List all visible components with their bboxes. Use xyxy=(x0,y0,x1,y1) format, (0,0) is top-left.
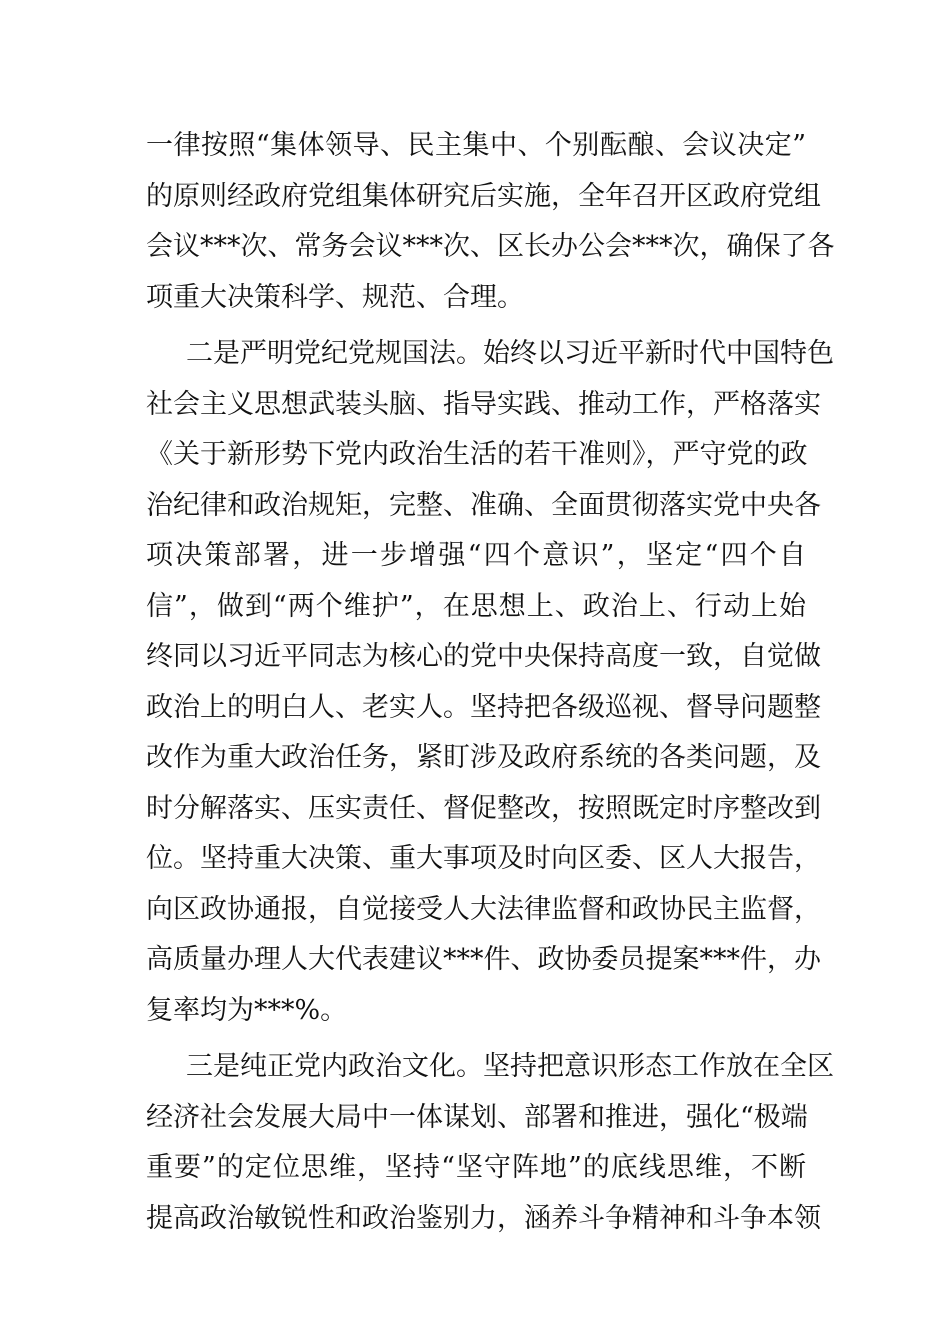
text-line: 一律按照“集体领导、民主集中、个别酝酿、会议决定” xyxy=(146,130,806,161)
text-line: 重要”的定位思维，坚持“坚守阵地”的底线思维，不断 xyxy=(146,1152,806,1183)
text-line: 高质量办理人大代表建议***件、政协委员提案***件，办 xyxy=(146,944,821,975)
text-line: 向区政协通报，自觉接受人大法律监督和政协民主监督， xyxy=(146,893,821,925)
text-line: 的原则经政府党组集体研究后实施，全年召开区政府党组 xyxy=(146,180,821,212)
text-line: 信”，做到“两个维护”，在思想上、政治上、行动上始 xyxy=(146,590,806,622)
text-line: 二是严明党纪党规国法。始终以习近平新时代中国特色 xyxy=(186,338,834,369)
paragraph-3 xyxy=(146,1042,834,1244)
text-line: 时分解落实、压实责任、督促整改，按照既定时序整改到 xyxy=(146,792,821,824)
text-line: 社会主义思想武装头脑、指导实践、推动工作，严格落实 xyxy=(146,388,821,420)
text-line: 终同以习近平同志为核心的党中央保持高度一致，自觉做 xyxy=(146,641,821,672)
text-line: 政治上的明白人、老实人。坚持把各级巡视、督导问题整 xyxy=(146,691,821,723)
document-body xyxy=(146,121,835,1244)
text-line: 三是纯正党内政治文化。坚持把意识形态工作放在全区 xyxy=(186,1051,834,1082)
text-line: 位。坚持重大决策、重大事项及时向区委、区人大报告， xyxy=(146,843,821,874)
text-line: 《关于新形势下党内政治生活的若干准则》，严守党的政 xyxy=(146,439,808,470)
text-line: 项决策部署，进一步增强“四个意识”，坚定“四个自 xyxy=(146,540,806,571)
paragraph-2 xyxy=(146,329,834,1036)
text-line: 项重大决策科学、规范、合理。 xyxy=(146,281,524,313)
text-line: 复率均为***%。 xyxy=(146,994,348,1026)
text-line: 提高政治敏锐性和政治鉴别力，涵养斗争精神和斗争本领 xyxy=(146,1202,821,1234)
text-line: 治纪律和政治规矩，完整、准确、全面贯彻落实党中央各 xyxy=(146,489,821,521)
text-line: 会议***次、常务会议***次、区长办公会***次，确保了各 xyxy=(146,231,835,262)
paragraph-1 xyxy=(146,121,835,323)
text-line: 经济社会发展大局中一体谋划、部署和推进，强化“极端 xyxy=(146,1101,808,1133)
text-line: 改作为重大政治任务，紧盯涉及政府系统的各类问题，及 xyxy=(146,742,821,773)
